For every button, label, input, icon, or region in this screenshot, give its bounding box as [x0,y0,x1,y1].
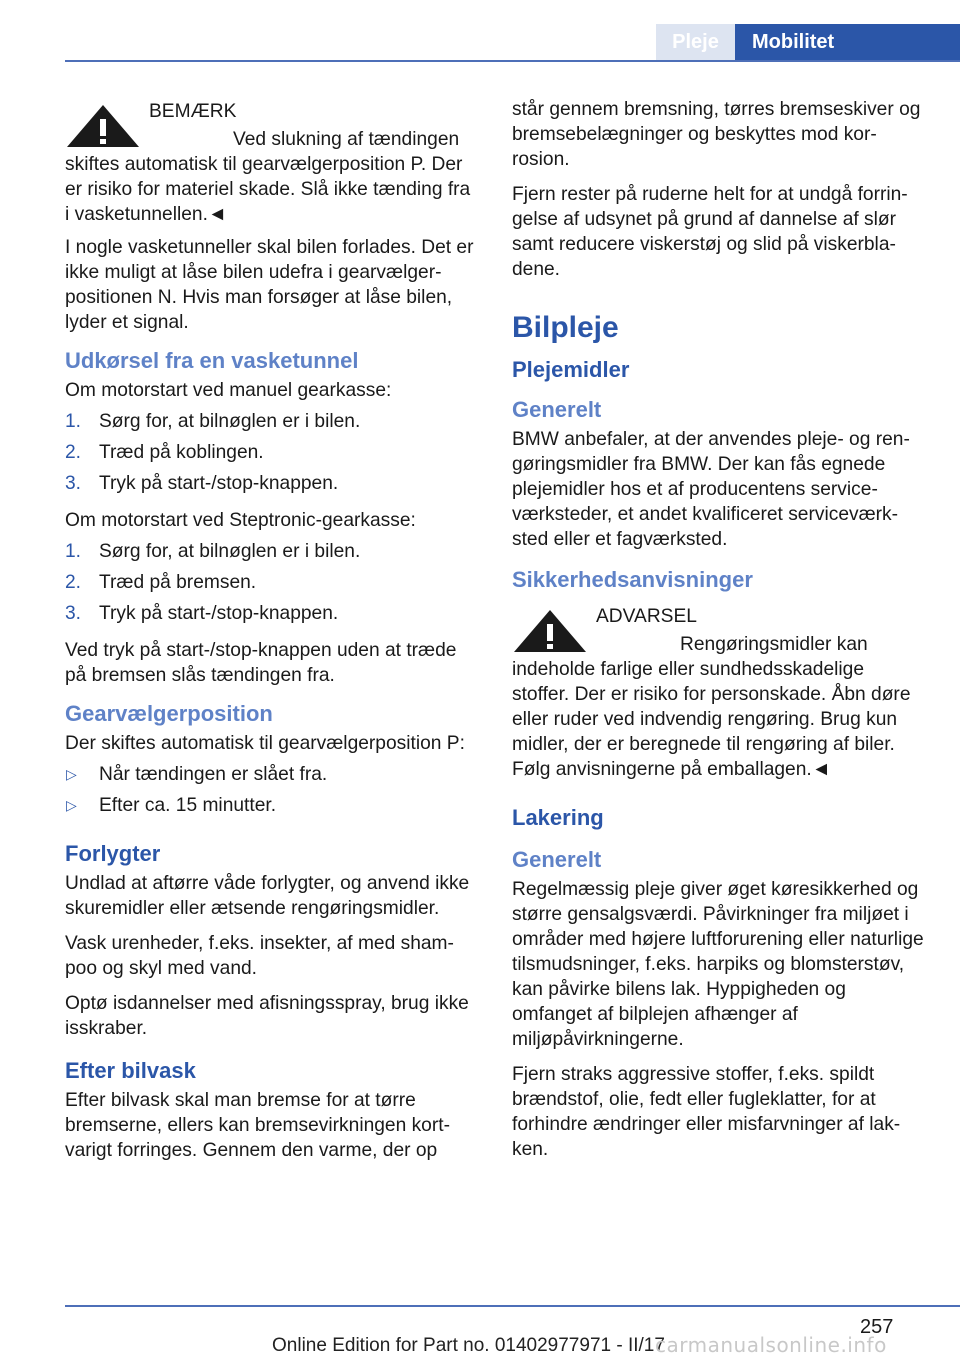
footer-rule [65,1305,960,1307]
step-text: Sørg for, at bilnøglen er i bilen. [99,541,361,562]
step-number: 2. [65,442,82,463]
warning-triangle-icon [512,606,596,656]
list-item [65,440,477,471]
warning-title: ADVARSEL [596,606,697,627]
gear-intro: Der skiftes automatisk til gearvælgerposition P: [65,733,465,754]
step-number: 3. [65,473,82,494]
gear-list [65,762,477,824]
warning-triangle-icon [65,101,149,151]
paragraph: Fjern rester på ruderne helt for at undgå forringelse af udsynet på grund af dannelse af slør samt reducere viskerstøj og slid på viskerbladene. [512,184,908,280]
paragraph: Ved tryk på start-/stop-knappen uden at træde på bremsen slås tændingen fra. [65,640,457,686]
step-number: 2. [65,572,82,593]
step-text: Træd på bremsen. [99,572,257,593]
list-item [65,539,477,570]
steptronic-intro: Om motorstart ved Steptronic-gearkasse: [65,510,416,531]
heading-udkorsel: Udkørsel fra en vasketunnel [65,348,359,373]
list-item [65,471,477,502]
warning-box [512,602,924,782]
step-number: 3. [65,603,82,624]
list-item [65,793,477,824]
manuel-steps [65,409,477,502]
page-number: 257 [860,1316,894,1338]
step-text: Tryk på start-/stop-knappen. [99,473,339,494]
item-text: Efter ca. 15 minutter. [99,795,277,816]
step-text: Træd på koblingen. [99,442,264,463]
heading-plejemidler: Plejemidler [512,357,630,382]
bullet-triangle-icon: ▷ [66,797,77,813]
paragraph: Vask urenheder, f.eks. insekter, af med shampoo og skyl med vand. [65,933,454,979]
paragraph: Undlad at aftørre våde forlygter, og anvend ikke skuremidler eller ætsende rengøringsmidler. [65,873,470,919]
heading-lakering: Lakering [512,805,604,830]
heading-sikkerhed: Sikkerhedsanvisninger [512,567,753,592]
left-column [65,97,477,1173]
heading-efter-bilvask: Efter bilvask [65,1058,196,1083]
paragraph: står gennem bremsning, tørres bremseskiver og bremsebelægninger og beskyttes mod korrosion. [512,99,921,170]
list-item [65,570,477,601]
bullet-triangle-icon: ▷ [66,766,77,782]
heading-gear: Gearvælgerposition [65,701,273,726]
tab-pleje[interactable]: Pleje [656,24,735,60]
step-text: Sørg for, at bilnøglen er i bilen. [99,411,361,432]
warning-body: Rengøringsmidler kan indeholde farlige eller sundhedsskadelige stoffer. Der er risiko for personskade. Åbn døre eller ruder ved indvendig rengøring. Brug kun midler, der er beregnede til rengøring af biler. Følg anvisningerne på emballagen.◄ [512,634,911,780]
paragraph: I nogle vasketunneller skal bilen forlades. Det er ikke muligt at låse bilen udefra i gearvælgerpositionen N. Hvis man forsøger at låse bilen, lyder et signal. [65,237,474,333]
paragraph: Fjern straks aggressive stoffer, f.eks. spildt brændstof, olie, fedt eller fugleklatter, for at forhindre ændringer eller misfarvninger af lakken. [512,1064,901,1160]
paragraph: Efter bilvask skal man bremse for at tørre bremserne, ellers kan bremsevirkningen kortvarigt forringes. Gennem den varme, der op [65,1090,450,1161]
steptronic-steps [65,539,477,632]
heading-forlygter: Forlygter [65,841,161,866]
item-text: Når tændingen er slået fra. [99,764,328,785]
step-number: 1. [65,411,82,432]
step-text: Tryk på start-/stop-knappen. [99,603,339,624]
watermark: carmanualsonline.info [655,1333,887,1357]
paragraph: Optø isdannelser med afisningsspray, brug ikke isskraber. [65,993,469,1039]
note-title: BEMÆRK [149,101,237,122]
manuel-intro: Om motorstart ved manuel gearkasse: [65,380,392,401]
right-column [512,97,924,1172]
tab-mobilitet[interactable]: Mobilitet [735,24,960,60]
list-item [65,409,477,440]
edition-text: Online Edition for Part no. 01402977971 - II/17 [272,1335,665,1356]
header-rule [65,60,960,62]
step-number: 1. [65,541,82,562]
heading-generelt: Generelt [512,847,602,872]
note-body: Ved slukning af tændingen skiftes automatisk til gearvælgerposition P. Der er risiko for materiel skade. Slå ikke tænding fra i vasketunnellen.◄ [65,129,471,225]
note-box [65,97,477,227]
paragraph: BMW anbefaler, at der anvendes pleje- og rengøringsmidler fra BMW. Der kan fås egnede plejemidler hos et af producentens serviceværksteder, et andet kvalificeret serviceværksted eller et fagværksted. [512,429,910,550]
heading-generelt: Generelt [512,397,602,422]
paragraph: Regelmæssig pleje giver øget køresikkerhed og større gensalgsværdi. Påvirkninger fra miljøet i områder med højere luftforurening eller naturlige tilsmudsninger, f.eks. harpiks og blomsterstøv, kan påvirke bilens lak. Hyppigheden og omfanget af bilplejen afhænger af miljøpåvirkningerne. [512,879,924,1050]
list-item [65,762,477,793]
heading-bilpleje: Bilpleje [512,311,619,344]
list-item [65,601,477,632]
